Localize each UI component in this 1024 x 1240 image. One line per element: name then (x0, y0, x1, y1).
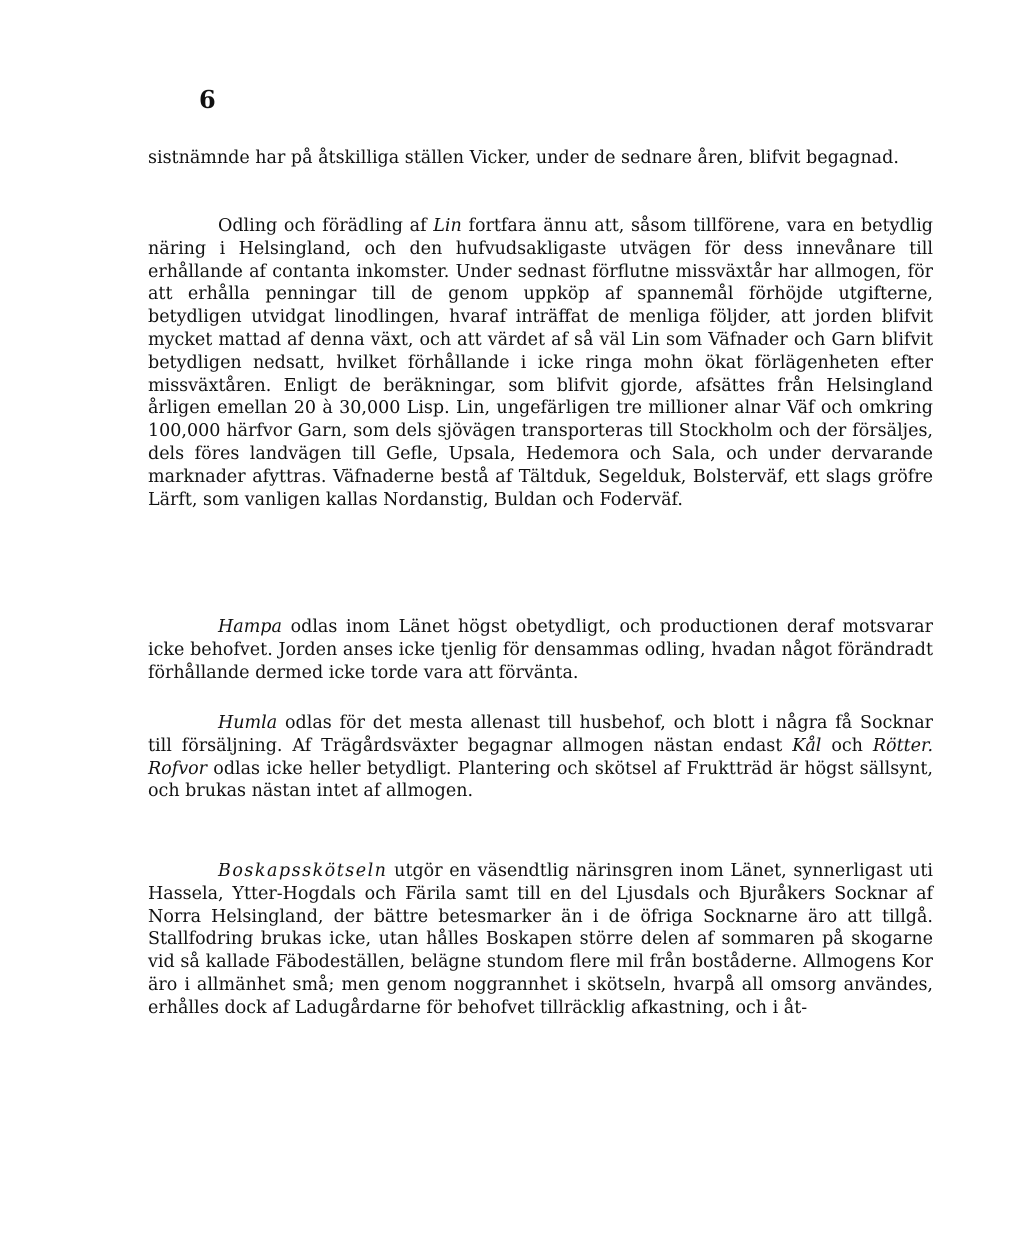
paragraph-rest: utgör en väsendtlig närinsgren inom Länet, synnerligast uti Hassela, Ytter-Hogdals och Färila samt till en del Ljusdals och Bjuråkers Socknar af Norra Helsingland, der bättre betesmarker än i de öfriga Socknarne äro att tillgå. Stallfodring brukas icke, utan hålles Boskapen större delen af sommaren på skogarne vid så kallade Fäbodeställen, belägne stundom flere mil från boståderne. Allmogens Kor äro i allmänhet små; men genom noggrannhet i skötseln, hvarpå all omsorg användes, erhålles dock af Ladugårdarne för behofvet tillräcklig afkastning, och i åt- (148, 861, 933, 1018)
paragraph-body (148, 215, 933, 511)
term-boskapsskotseln: Boskapsskötseln (218, 861, 388, 881)
paragraph-rest: odlas icke heller betydligt. Plantering och skötsel af Fruktträd är högst sällsynt, och brukas nästan intet af allmogen. (148, 758, 933, 802)
paragraph-lead: Odling och förädling af (218, 216, 434, 236)
term-humla: Humla (218, 713, 278, 733)
paragraph-text-1: odlas för det mesta allenast till husbehof, och blott i några få Socknar till försäljning. Af Trägårdsväxter begagnar allmogen nästan endast (148, 713, 933, 756)
paragraph-body (148, 860, 933, 1020)
term-hampa: Hampa (218, 617, 282, 637)
page-number: 6 (199, 85, 216, 114)
paragraph-body (148, 712, 933, 803)
paragraph-lin (148, 215, 933, 511)
paragraph-text-2: och (821, 735, 873, 756)
paragraph-rest: fortfara ännu att, såsom tillförene, vara en betydlig näring i Helsingland, och den hufvudsakligaste utvägen för dess innevånare till erhållande af contanta inkomster. Under sednast förflutne missväxtår har allmogen, för att erhålla penningar till de genom uppköp af spannemål förhöjde utgifterne, betydligen utvidgat linodlingen, hvaraf inträffat de menliga följder, att jorden blifvit mycket mattad af denna växt, och att värdet af så väl Lin som Väfnader och Garn blifvit betydligen nedsatt, hvilket förhållande i icke ringa mohn ökat förlägenheten efter missväxtåren. Enligt de beräkningar, som blifvit gjorde, afsättes från Helsingland årligen emellan 20 à 30,000 Lisp. Lin, ungefärligen tre millioner alnar Väf och omkring 100,000 härfvor Garn, som dels sjövägen transporteras till Stockholm och der försäljes, dels föres landvägen till Gefle, Upsala, Hedemora och Sala, och under dervarande marknader afyttras. Väfnaderne bestå af Tältduk, Segelduk, Bolsterväf, ett slags gröfre Lärft, som vanligen kallas Nordanstig, Buldan och Foderväf. (148, 216, 933, 510)
term-rofvor: Rofvor (148, 758, 207, 779)
term-kal: Kål (792, 735, 822, 756)
paragraph-body (148, 616, 933, 684)
paragraph-continuation (148, 147, 933, 170)
paragraph-boskapsskotseln (148, 860, 933, 1020)
paragraph-text: sistnämnde har på åtskilliga ställen Vicker, under de sednare åren, blifvit begagnad. (148, 148, 899, 168)
paragraph-humla (148, 712, 933, 803)
term-lin: Lin (433, 216, 462, 236)
paragraph-hampa (148, 616, 933, 684)
term-rotter: Rötter. (872, 735, 934, 756)
paragraph-rest: odlas inom Länet högst obetydligt, och productionen deraf motsvarar icke behofvet. Jorden anses icke tjenlig för densammas odling, hvadan något förändradt förhållande dermed icke torde vara att förvänta. (148, 617, 933, 683)
